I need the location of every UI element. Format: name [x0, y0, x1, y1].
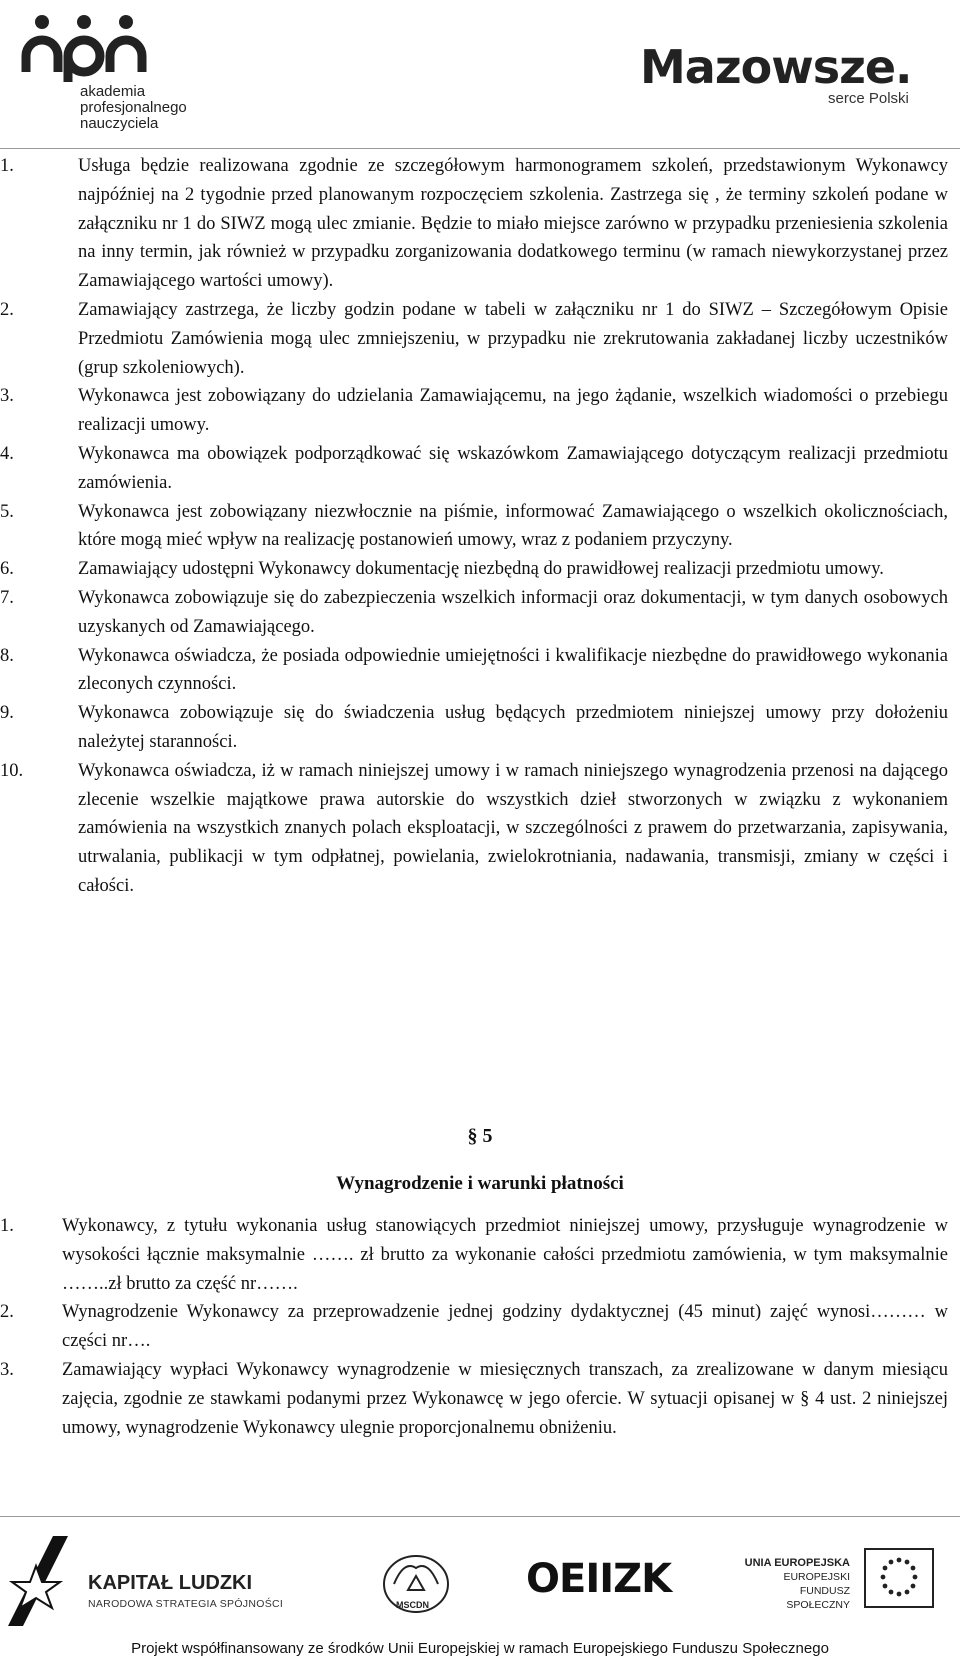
eu-line-2: EUROPEJSKI: [783, 1571, 850, 1583]
item-text: Wykonawca zobowiązuje się do zabezpieczenia wszelkich informacji oraz dokumentacji, w tym danych osobowych uzyskanych od Zamawiającego.: [78, 587, 948, 637]
item-text: Wykonawcy, z tytułu wykonania usług stanowiących przedmiot niniejszej umowy, przysługuje wynagrodzenie w wysokości łącznie maksymalnie ……. zł brutto za wykonanie całości przedmiotu zamówienia, w tym maksymalnie ……..zł brutto za część nr…….: [62, 1216, 948, 1294]
list-item: [0, 1298, 948, 1356]
list-item: [0, 699, 948, 757]
page-header: [0, 0, 960, 150]
item-text: Wynagrodzenie Wykonawcy za przeprowadzenie jednej godziny dydaktycznej (45 minut) zajęć wynosi……… w części nr….: [62, 1302, 948, 1352]
item-number: 3.: [0, 1359, 14, 1380]
mscdn-logo: [380, 1550, 460, 1622]
item-text: Usługa będzie realizowana zgodnie ze szczegółowym harmonogramem szkoleń, przedstawionym Wykonawcy najpóźniej na 2 tygodnie przed planowanym rozpoczęciem szkolenia. Zastrzega się , że terminy szkoleń podane w załączniku nr 1 do SIWZ mogą ulec zmianie. Będzie to miało miejsce zarówno w przypadku przeniesienia szkolenia na inny termin, jak również w przypadku zorganizowania dodatkowego terminu (w ramach niewykorzystanej przez Zamawiającego wartości umowy).: [78, 156, 948, 292]
item-number: 10.: [0, 760, 24, 781]
list-item: [0, 642, 948, 700]
item-text: Zamawiający udostępni Wykonawcy dokumentację niezbędną do prawidłowej realizacji przedmiotu umowy.: [78, 559, 884, 580]
eu-line-3: FUNDUSZ SPOŁECZNY: [786, 1585, 850, 1611]
apn-line-3: nauczyciela: [80, 115, 159, 132]
item-number: 4.: [0, 443, 14, 464]
item-number: 8.: [0, 645, 14, 666]
footer-logos: [0, 1520, 960, 1630]
kapital-ludzki-star-icon: [8, 1536, 78, 1626]
eu-line-1: UNIA EUROPEJSKA: [744, 1557, 850, 1569]
list-item: [0, 584, 948, 642]
apn-logo-mark: [20, 14, 150, 84]
item-text: Zamawiający zastrzega, że liczby godzin podane w tabeli w załączniku nr 1 do SIWZ – Szczegółowym Opisie Przedmiotu Zamówienia mogą ulec zmniejszeniu, w przypadku nie zrekrutowania zakładanej liczby uczestników (grup szkoleniowych).: [78, 299, 948, 378]
item-text: Wykonawca oświadcza, że posiada odpowiednie umiejętności i kwalifikacje niezbędne do prawidłowego wykonania zleconych czynności.: [78, 645, 948, 695]
item-number: 2.: [0, 1302, 14, 1323]
mscdn-label: MSCDN: [396, 1600, 429, 1610]
item-number: 9.: [0, 703, 14, 724]
apn-line-1: akademia: [80, 83, 146, 100]
kapital-ludzki-title: KAPITAŁ LUDZKI: [88, 1572, 253, 1594]
list-item: [0, 382, 948, 440]
item-number: 6.: [0, 559, 14, 580]
item-number: 3.: [0, 386, 14, 407]
mazowsze-logo: [640, 40, 940, 120]
list-item: [0, 498, 948, 556]
header-divider: [0, 148, 960, 149]
item-text: Wykonawca jest zobowiązany do udzielania Zamawiającemu, na jego żądanie, wszelkich wiadomości o przebiegu realizacji umowy.: [78, 386, 948, 436]
list-item: [0, 1356, 948, 1442]
list-item: [0, 296, 948, 382]
apn-line-2: profesjonalnego: [80, 99, 187, 116]
item-text: Wykonawca jest zobowiązany niezwłocznie na piśmie, informować Zamawiającego o wszelkich okolicznościach, które mogą mieć wpływ na realizację postanowień umowy, wraz z podaniem przyczyny.: [78, 501, 948, 551]
section-title: Wynagrodzenie i warunki płatności: [336, 1173, 624, 1194]
section-4-list: [0, 152, 948, 901]
list-item: [0, 757, 948, 901]
list-item: [0, 440, 948, 498]
apn-logo-text: [80, 84, 187, 132]
eu-flag-icon: [864, 1548, 934, 1608]
eu-logo: [740, 1548, 950, 1620]
item-text: Zamawiający wypłaci Wykonawcy wynagrodzenie w miesięcznych transzach, za zrealizowane w danym miesiącu zajęcia, zgodnie ze stawkami podanymi przez Wykonawcę w jego ofercie. W sytuacji opisanej w § 4 ust. 2 niniejszej umowy, wynagrodzenie Wykonawcy ulegnie proporcjonalnemu obniżeniu.: [62, 1359, 948, 1438]
mazowsze-tagline: serce Polski: [828, 90, 909, 107]
mscdn-emblem-icon: [380, 1550, 452, 1622]
footer-divider: [0, 1516, 960, 1517]
section-5-list: [0, 1212, 948, 1442]
eu-logo-text: [740, 1556, 850, 1612]
item-number: 7.: [0, 587, 14, 608]
item-number: 2.: [0, 299, 14, 320]
list-item: [0, 152, 948, 296]
apn-logo: [20, 14, 220, 139]
footer-caption: Projekt współfinansowany ze środków Unii Europejskiej w ramach Europejskiego Funduszu Społecznego: [131, 1640, 829, 1657]
kapital-ludzki-subtitle: NARODOWA STRATEGIA SPÓJNOŚCI: [88, 1598, 284, 1610]
mazowsze-wordmark: Mazowsze.: [640, 40, 912, 94]
kapital-ludzki-logo: [8, 1536, 284, 1626]
oeiizk-logo: OEIIZK: [526, 1556, 672, 1602]
item-number: 5.: [0, 501, 14, 522]
section-number: § 5: [467, 1125, 493, 1147]
item-text: Wykonawca zobowiązuje się do świadczenia usług będących przedmiotem niniejszej umowy przy dołożeniu należytej staranności.: [78, 703, 948, 752]
item-number: 1.: [0, 156, 14, 176]
list-item: [0, 1212, 948, 1298]
item-text: Wykonawca ma obowiązek podporządkować się wskazówkom Zamawiającego dotyczącym realizacji przedmiotu zamówienia.: [78, 443, 948, 493]
item-number: 1.: [0, 1216, 14, 1236]
list-item: [0, 555, 948, 584]
item-text: Wykonawca oświadcza, iż w ramach niniejszej umowy i w ramach niniejszego wynagrodzenia przenosi na dającego zlecenie wszelkie majątkowe prawa autorskie do wszystkich dzieł stworzonych w związku z wykonaniem zamówienia na wszystkich znanych polach eksploatacji, w szczególności z prawem do przetwarzania, zapisywania, utrwalania, publikacji w tym odpłatnej, powielania, zwielokrotniania, nadawania, transmisji, zmiany w części i całości.: [78, 760, 948, 896]
